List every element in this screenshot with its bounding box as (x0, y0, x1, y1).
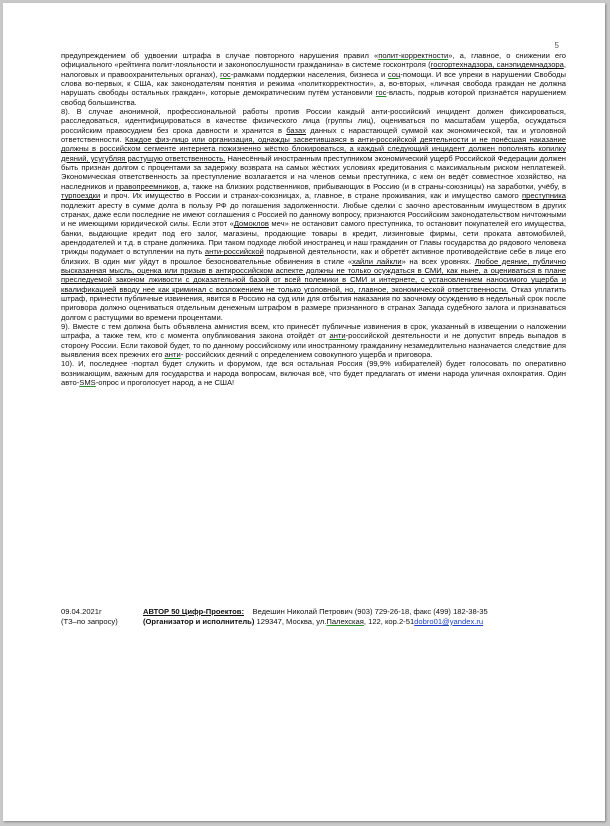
paragraph-9: 9). Вместе с тем должна быть объявлена амнистия всем, кто принесёт публичные извинения в срок, указанный в извещении о наложении штрафа, а также тем, кто с момента опубликования закона отойдёт от анти-российской деятельности и не допустит впредь выпадов в сторону России. Если таковой будет, то по данному российскому или иностранному гражданину незамедлительно назначается следствие для выявления всех прежних его анти- российских деяний с определением совокупного ущерба и приговора. (61, 321, 567, 359)
document-page (3, 3, 605, 821)
organizer-label: (Организатор и исполнитель) (143, 616, 255, 626)
author-label: АВТОР 50 Цифр-Проектов: (143, 607, 245, 616)
signature-row-1 (61, 607, 571, 617)
paragraph-8: 8). В случае анонимной, профессиональной работы против России каждый анти-российский инцидент должен фиксироваться, расследоваться, идентифицироваться в качестве физического лица (группы лиц), оцениваться по масштабам ущерба, осуждаться российским правосудием без срока давности и хранится в базах данных с нарастающей суммой как экономической, так и уголовной ответственности. Каждое физ-лицо или организация, однажды засветившаяся в анти-российской деятельности и не понёсшая наказание должны в российском сегменте интернета пожизненно жёстко блокироваться, а каждый следующий инцидент должен пополнять копилку деяний, усугубляя растущую ответственность. Нанесённый иностранным преступником экономический ущерб Российской Федерации должен быть признан долгом с процентами за задержку возврата на самых жёстких условиях кредитования с максимальным риском неплатежей. Экономическая ответственность за преступление возлагается и на членов семьи преступника, с кем он ведёт совместное хозяйство, на наследников и правопреемников, а, также на близких родственников, прибывающих в Россию (и в страны-союзницы) на заработки, учёбу, в турпоездки и проч. Их имущество в России и странах-союзницах, а, главное, в стране проживания, как и имущество самого преступника подлежит аресту в сумме долга в пользу РФ до погашения задолженности. Любые сделки с заочно арестованным имуществом в других странах, даже если последние не имеют соглашения с Россией по данному вопросу, признаются Российским законодательством ничтожными и не имеющими юридической силы. Если этот «Домоклов меч» не остановит самого преступника, то остановит покупателей его имущества, банки, выдающие кредит под его залог, магазины, продающие товары в кредит, лизинговые фирмы, сети проката автомобилей, арендодателей и т.д. в стране должника. При таком подходе любой иностранец и наш гражданин от Главы государства до рядового человека трижды подумает о вступлении на путь анти-российской подрывной деятельности, как и обретёт активное противодействие себе в лице его близких. В один миг уйдут в прошлое безосновательные обвинения в стиле «хайли лайкли» на всех уровнях. Любое деяние, публично высказанная мысль, оценка или призыв в антироссийском аспекте должны не только осуждаться в СМИ, как ныне, а оцениваться в плане преследуемой законом лживости с доказательной базой от всей полемики в СМИ и интернете, с установлением наносимого ущерба и квалификацией вводу нее как криминал с возложением не только уголовной, но, главное, экономической ответственности. Отказ уплатить штраф, принести публичные извинения, явится в Россию на суд или для отбытия наказания по заочному осуждению в недельный срок после приговора должно оцениваться отдельным денежным штрафом в размере признанного в странах Запада судебного залога и признаваться долгом с растущими во времени процентами. (61, 107, 567, 322)
signature-date: 09.04.2021г (61, 607, 102, 616)
author-name-phone: Ведешин Николай Петрович (903) 729-26-18, факс (499) 182-38-35 (252, 607, 488, 616)
address-prefix: 129347, Москва, ул. (256, 616, 327, 626)
address-suffix: , 122, кор.2-51 (363, 616, 415, 626)
page-number: 5 (554, 41, 559, 50)
signature-block (61, 607, 571, 626)
signature-row-2 (61, 617, 571, 627)
paragraph-continuation: предупреждением об удвоении штрафа в случае повторного нарушения правил «полит-корректности», а, главное, о снижении его официального «рейтинга полит-лояльности и законопослушности гражданина» в системе госконтроля (госгортехнадзора, санэпидемнадзора, налоговых и правоохранительных органах), гос-рамками поддержки населения, бизнеса и соц-помощи. И все упреки в нарушении Свободы слова во-первых, к США, как законодателям понятия и режима «политкорректности», а, во-вторых, «личная свобода граждан не должна нарушать свободы остальных граждан», которые демократическим путём установили гос-власть, подрыв которой признаётся нарушением свобод большинства. (61, 51, 567, 107)
email-link[interactable]: dobro01@yandex.ru (414, 616, 484, 626)
document-body (61, 51, 566, 387)
paragraph-10: 10). И, последнее -портал будет служить и форумом, где вся остальная Россия (99,9% избирателей) будет голосовать по оперативно возникающим, важным для государства и народа вопросам, включая всё, что будет предлагать от имени народа уличная охлократия. Один авто-SMS-опрос и проголосует народ, а не США! (61, 359, 566, 388)
tz-note: (ТЗ–по запросу) (61, 616, 118, 626)
address-street: Палехская (326, 616, 364, 626)
